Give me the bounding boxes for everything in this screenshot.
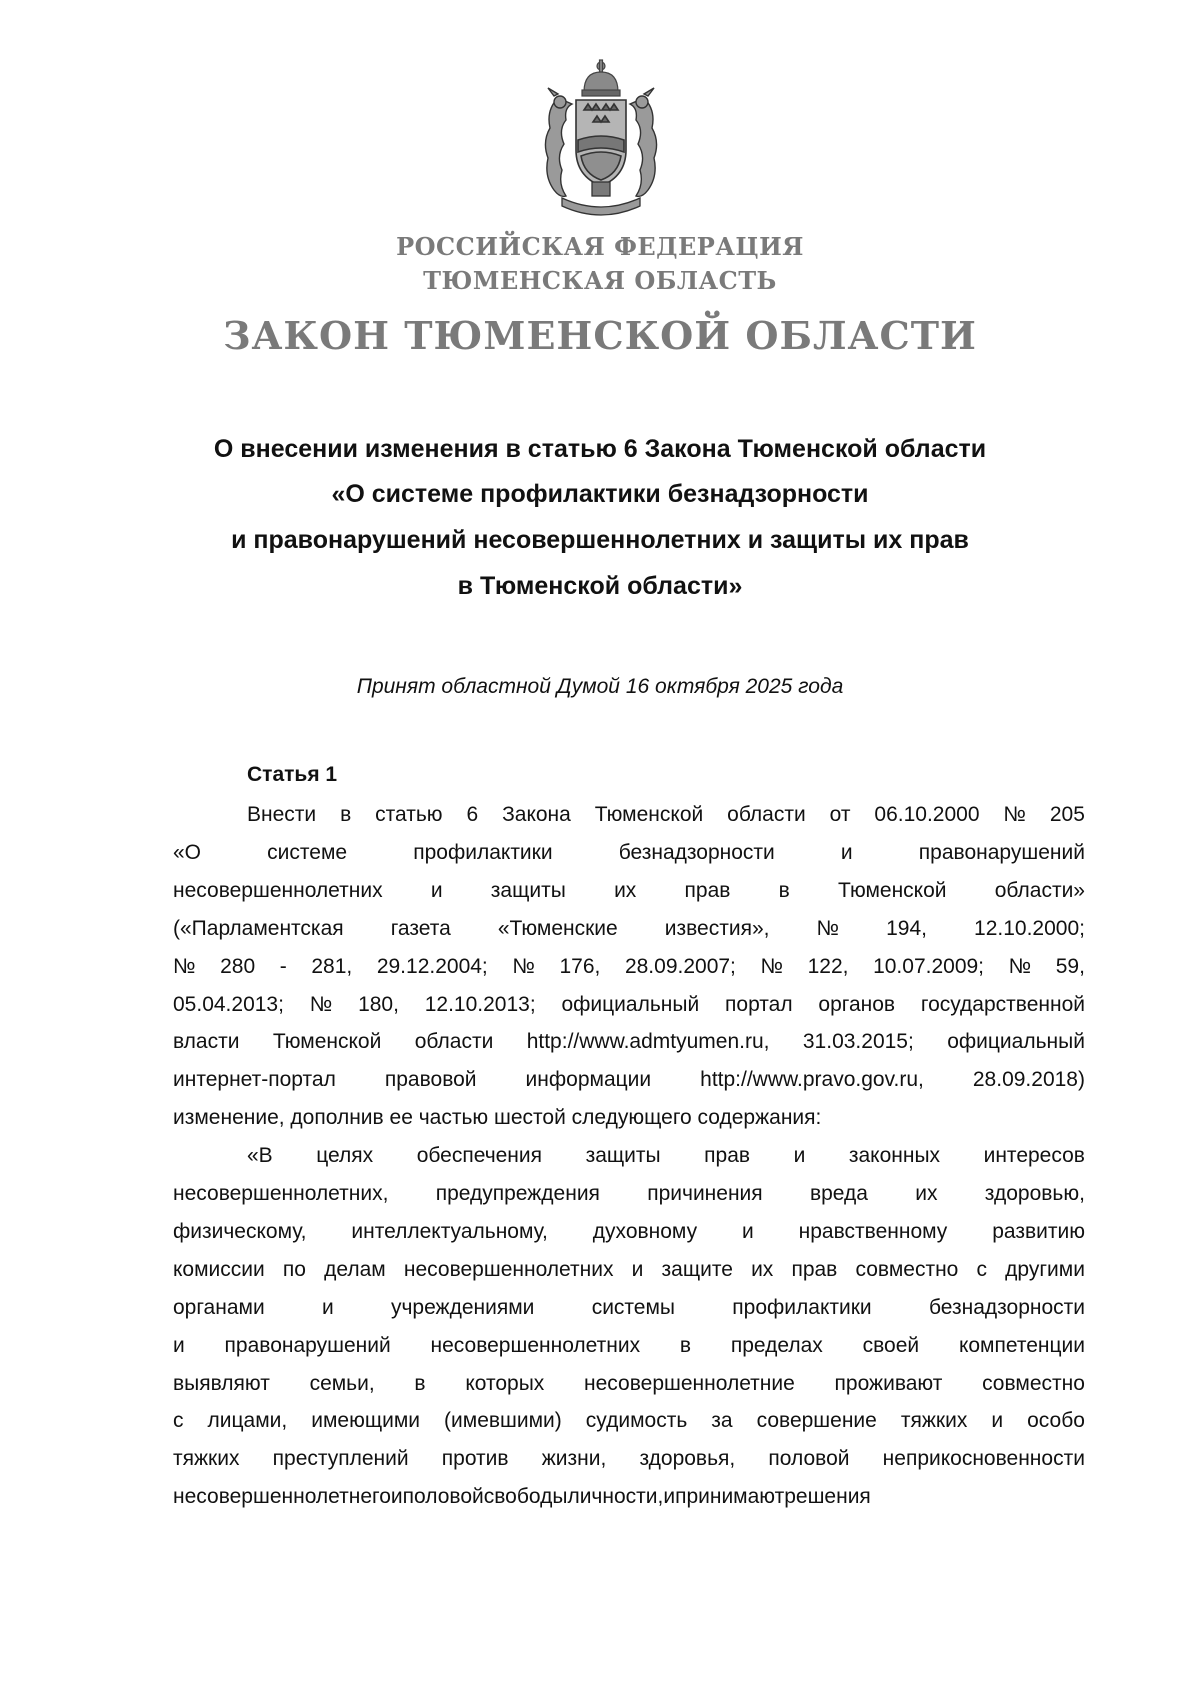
article-text-line: физическому, интеллектуальному, духовному и нравственному развитию (173, 1219, 1085, 1243)
article-text-line: несовершеннолетних, предупреждения причинения вреда их здоровью, (173, 1182, 1085, 1205)
document-type-heading: ЗАКОН ТЮМЕНСКОЙ ОБЛАСТИ (223, 313, 977, 358)
law-title-line: в Тюменской области» (457, 572, 743, 600)
article-text-line: органами и учреждениями системы профилактики безнадзорности (173, 1295, 1085, 1319)
article-text-line: тяжких преступлений против жизни, здоровья, половой неприкосновенности (173, 1447, 1085, 1471)
article-text-line: («Парламентская газета «Тюменские известия», № 194, 12.10.2000; (173, 916, 1085, 940)
article-text-line: № 280 - 281, 29.12.2004; № 176, 28.09.2007; № 122, 10.07.2009; № 59, (173, 954, 1085, 978)
law-title-line: О внесении изменения в статью 6 Закона Тюменской области (213, 435, 987, 463)
article-text-line: Внести в статью 6 Закона Тюменской области от 06.10.2000 № 205 (247, 803, 1085, 826)
adoption-note: Принят областной Думой 16 октября 2025 года (356, 675, 844, 698)
country-name: РОССИЙСКАЯ ФЕДЕРАЦИЯ (396, 232, 804, 261)
article-text-line: несовершеннолетнего и половой свободы личности, и принимают решения (173, 1485, 871, 1509)
article-text-line: интернет-портал правовой информации http://www.pravo.gov.ru, 28.09.2018) (173, 1068, 1085, 1092)
article-text-line: «В целях обеспечения защиты прав и законных интересов (247, 1144, 1085, 1168)
law-title-line: и правонарушений несовершеннолетних и защиты их прав (231, 526, 969, 554)
article-text-line: несовершеннолетних и защиты их прав в Тюменской области» (173, 878, 1085, 902)
article-text-line: «О системе профилактики безнадзорности и правонарушений (173, 840, 1085, 864)
article-text-line: с лицами, имеющими (имевшими) судимость за совершение тяжких и особо (173, 1409, 1085, 1433)
coat-of-arms-icon (536, 58, 666, 226)
article-heading: Статья 1 (247, 763, 338, 786)
law-title-line: «О системе профилактики безнадзорности (331, 480, 869, 508)
article-text-line: выявляют семьи, в которых несовершеннолетние проживают совместно (173, 1371, 1085, 1395)
region-name: ТЮМЕНСКАЯ ОБЛАСТЬ (423, 266, 777, 295)
article-text-line: и правонарушений несовершеннолетних в пределах своей компетенции (173, 1333, 1085, 1357)
article-text-line: власти Тюменской области http://www.admtyumen.ru, 31.03.2015; официальный (173, 1030, 1085, 1054)
article-text-line: 05.04.2013; № 180, 12.10.2013; официальный портал органов государственной (173, 992, 1085, 1016)
article-text-line: изменение, дополнив ее частью шестой следующего содержания: (173, 1106, 822, 1130)
article-text-line: комиссии по делам несовершеннолетних и защите их прав совместно с другими (173, 1257, 1085, 1281)
